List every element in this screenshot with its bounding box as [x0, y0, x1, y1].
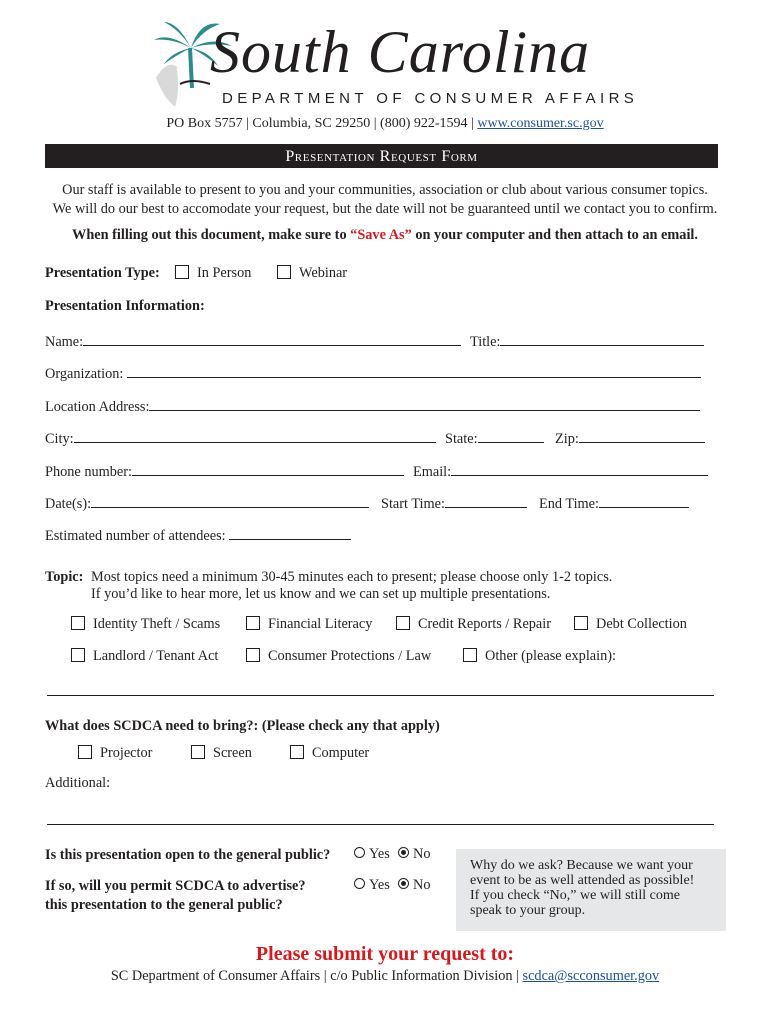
- landlord-tenant-checkbox[interactable]: [71, 648, 85, 662]
- credit-reports-checkbox[interactable]: [396, 616, 410, 630]
- topic-identity-theft[interactable]: [71, 616, 220, 633]
- zip-label: Zip:: [555, 431, 579, 447]
- q1-yes-option[interactable]: [354, 846, 390, 863]
- attendees-field[interactable]: [229, 525, 351, 540]
- intro-line-1: Our staff is available to present to you and your communities, association or club about various consumer topics.: [62, 182, 708, 198]
- attendees-row: [45, 525, 351, 545]
- name-row: [45, 331, 461, 351]
- financial-literacy-checkbox[interactable]: [246, 616, 260, 630]
- why-text: [470, 858, 720, 918]
- note-highlight: “Save As”: [350, 227, 412, 243]
- topic-label: Topic:: [45, 569, 84, 585]
- state-field[interactable]: [478, 428, 544, 443]
- topic-landlord-tenant[interactable]: [71, 648, 218, 665]
- website-link[interactable]: www.consumer.sc.gov: [477, 116, 604, 131]
- city-row: [45, 428, 436, 448]
- advertise-line-1: If so, will you permit SCDCA to advertise?: [45, 878, 306, 894]
- bring-projector[interactable]: [78, 745, 152, 762]
- presentation-info-heading: Presentation Information:: [45, 298, 205, 314]
- state-row: [445, 428, 544, 448]
- why-line-2: event to be as well attended as possible!: [470, 873, 695, 888]
- q1-no-option[interactable]: [398, 846, 430, 863]
- footer-text: SC Department of Consumer Affairs | c/o Public Information Division |: [110, 968, 523, 984]
- why-line-1: Why do we ask? Because we want your: [470, 858, 693, 873]
- title-field[interactable]: [500, 331, 704, 346]
- in-person-label: In Person: [197, 265, 252, 281]
- q1-yes-label: Yes: [369, 846, 390, 862]
- email-label: Email:: [413, 464, 452, 480]
- submit-heading: Please submit your request to:: [255, 943, 515, 965]
- identity-theft-label: Identity Theft / Scams: [93, 616, 221, 632]
- computer-label: Computer: [312, 745, 370, 761]
- consumer-protections-checkbox[interactable]: [246, 648, 260, 662]
- name-field[interactable]: [83, 331, 461, 346]
- location-label: Location Address:: [45, 399, 150, 415]
- intro-text: [30, 181, 740, 219]
- topic-row: [45, 569, 83, 586]
- dates-label: Date(s):: [45, 496, 92, 512]
- start-time-field[interactable]: [445, 493, 527, 508]
- webinar-label: Webinar: [299, 265, 348, 281]
- end-time-row: [539, 493, 689, 513]
- topic-other[interactable]: [463, 648, 616, 665]
- topic-instructions: [91, 569, 612, 603]
- additional-label: Additional:: [45, 775, 111, 791]
- q2-yes-option[interactable]: [354, 877, 390, 894]
- email-field[interactable]: [451, 461, 708, 476]
- attendees-label: Estimated number of attendees:: [45, 528, 226, 544]
- advertise-question: [45, 877, 306, 915]
- bring-heading: What does SCDCA need to bring?: (Please check any that apply): [45, 718, 440, 734]
- end-time-label: End Time:: [539, 496, 599, 512]
- dates-field[interactable]: [91, 493, 369, 508]
- presentation-type-label: Presentation Type:: [45, 265, 160, 281]
- email-row: [413, 461, 708, 481]
- other-checkbox[interactable]: [463, 648, 477, 662]
- note-before: When filling out this document, make sure to: [72, 227, 351, 243]
- title-label: Title:: [470, 334, 501, 350]
- city-label: City:: [45, 431, 74, 447]
- organization-label: Organization:: [45, 366, 124, 382]
- screen-checkbox[interactable]: [191, 745, 205, 759]
- q2-yes-radio[interactable]: [354, 878, 365, 889]
- name-label: Name:: [45, 334, 84, 350]
- dates-row: [45, 493, 369, 513]
- title-row: [470, 331, 704, 351]
- email-link[interactable]: scdca@scconsumer.gov: [522, 968, 660, 984]
- why-line-3: If you check “No,” we will still come: [470, 888, 680, 903]
- organization-row: [45, 363, 701, 383]
- phone-row: [45, 461, 404, 481]
- contact-address: PO Box 5757 | Columbia, SC 29250 | (800) 922-1594 |: [166, 116, 478, 131]
- identity-theft-checkbox[interactable]: [71, 616, 85, 630]
- q2-yes-label: Yes: [369, 877, 390, 893]
- debt-collection-checkbox[interactable]: [574, 616, 588, 630]
- start-time-row: [381, 493, 527, 513]
- topic-credit-reports[interactable]: [396, 616, 551, 633]
- consumer-protections-label: Consumer Protections / Law: [268, 648, 432, 664]
- projector-label: Projector: [100, 745, 153, 761]
- phone-label: Phone number:: [45, 464, 132, 480]
- topic-line-2: If you’d like to hear more, let us know and we can set up multiple presentations.: [91, 586, 551, 602]
- note-after: on your computer and then attach to an email.: [411, 227, 698, 243]
- other-label: Other (please explain):: [485, 648, 616, 664]
- intro-line-2: We will do our best to accomodate your request, but the date will not be guaranteed until we contact you to confirm.: [52, 201, 718, 217]
- save-as-note: [30, 227, 740, 244]
- webinar-checkbox[interactable]: [277, 265, 291, 279]
- start-time-label: Start Time:: [381, 496, 445, 512]
- option-webinar[interactable]: [277, 265, 347, 282]
- city-field[interactable]: [74, 428, 436, 443]
- topic-line-1: Most topics need a minimum 30-45 minutes each to present; please choose only 1-2 topics.: [91, 569, 613, 585]
- q1-yes-radio[interactable]: [354, 847, 365, 858]
- topic-debt-collection[interactable]: [574, 616, 687, 633]
- screen-label: Screen: [213, 745, 252, 761]
- other-explain-field[interactable]: [47, 694, 714, 696]
- organization-field[interactable]: [127, 363, 701, 378]
- projector-checkbox[interactable]: [78, 745, 92, 759]
- q1-no-radio[interactable]: [398, 847, 409, 858]
- topic-financial-literacy[interactable]: [246, 616, 372, 633]
- advertise-line-2: this presentation to the general public?: [45, 897, 283, 913]
- logo-department-text: DEPARTMENT OF CONSUMER AFFAIRS: [222, 90, 639, 107]
- bring-computer[interactable]: [290, 745, 369, 762]
- why-line-4: speak to your group.: [470, 903, 586, 918]
- computer-checkbox[interactable]: [290, 745, 304, 759]
- bring-screen[interactable]: [191, 745, 252, 762]
- credit-reports-label: Credit Reports / Repair: [418, 616, 552, 632]
- presentation-type-row: [45, 265, 160, 282]
- location-field[interactable]: [149, 396, 700, 411]
- landlord-tenant-label: Landlord / Tenant Act: [93, 648, 219, 664]
- financial-literacy-label: Financial Literacy: [268, 616, 373, 632]
- state-label: State:: [445, 431, 478, 447]
- phone-field[interactable]: [132, 461, 404, 476]
- q2-no-label: No: [413, 877, 431, 893]
- public-question: Is this presentation open to the general public?: [45, 847, 331, 863]
- q2-no-option[interactable]: [398, 877, 430, 894]
- option-in-person[interactable]: [175, 265, 251, 282]
- footer: [0, 968, 770, 985]
- form-title: Presentation Request Form: [45, 144, 718, 168]
- topic-consumer-protections[interactable]: [246, 648, 431, 665]
- zip-field[interactable]: [579, 428, 705, 443]
- zip-row: [555, 428, 705, 448]
- end-time-field[interactable]: [599, 493, 689, 508]
- q2-no-radio[interactable]: [398, 878, 409, 889]
- debt-collection-label: Debt Collection: [596, 616, 687, 632]
- location-row: [45, 396, 700, 416]
- contact-line: [0, 116, 770, 132]
- logo-script-text: South Carolina: [210, 19, 591, 85]
- in-person-checkbox[interactable]: [175, 265, 189, 279]
- q1-no-label: No: [413, 846, 431, 862]
- additional-field[interactable]: [47, 823, 714, 825]
